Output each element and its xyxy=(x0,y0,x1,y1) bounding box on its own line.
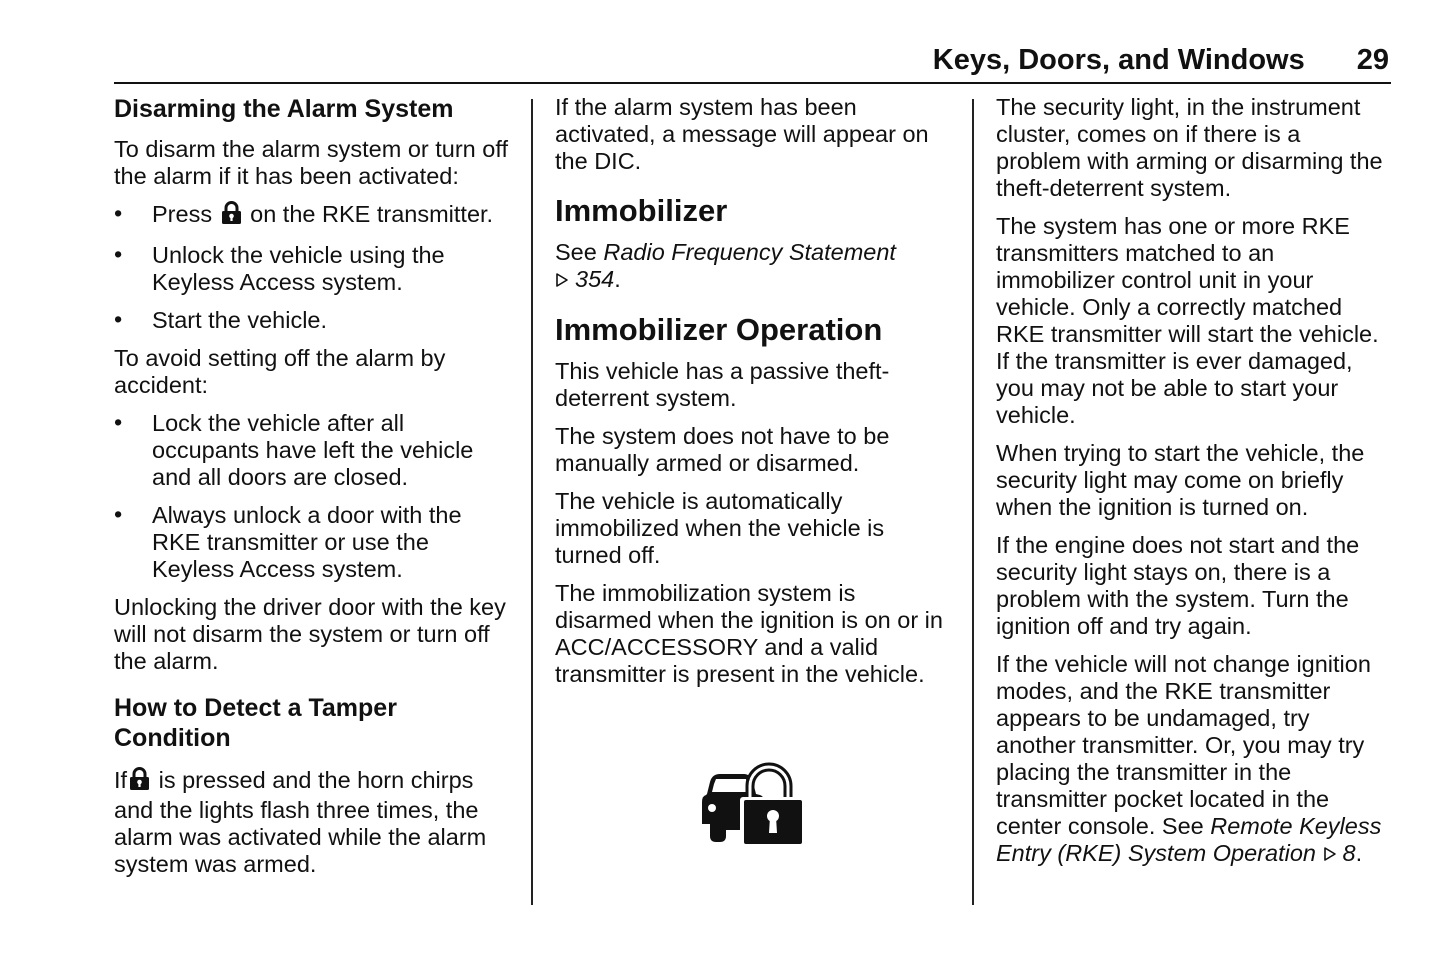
reference-link[interactable]: Remote Keyless Entry (RKE) System Operation xyxy=(996,813,1382,866)
disarm-intro: To disarm the alarm system or turn off the alarm if it has been activated: xyxy=(114,136,508,189)
column-divider-2 xyxy=(972,99,974,905)
ref-arrow-icon xyxy=(1323,841,1337,868)
reference-link[interactable]: Radio Frequency Statement xyxy=(603,239,896,265)
column-3 xyxy=(996,94,1391,879)
list-item: • Press on the RKE transmitter. xyxy=(114,201,514,231)
list-item: • Always unlock a door with the RKE transmitter or use the Keyless Access system. xyxy=(114,501,462,582)
list-item: • Start the vehicle. xyxy=(114,306,328,333)
security-paragraph: When trying to start the vehicle, the security light may come on briefly when the ignition is turned on. xyxy=(996,440,1365,520)
list-item: • Lock the vehicle after all occupants have left the vehicle and all doors are closed. xyxy=(114,409,474,490)
reference-page[interactable]: 354 xyxy=(575,266,615,292)
tamper-heading: How to Detect a Tamper Condition xyxy=(114,694,397,752)
security-paragraph: The security light, in the instrument cluster, comes on if there is a problem with arming or disarming the theft-deterrent system. xyxy=(996,94,1383,201)
page-header xyxy=(933,44,1389,84)
column-2 xyxy=(555,94,955,699)
dic-text: If the alarm system has been activated, a message will appear on the DIC. xyxy=(555,94,929,174)
avoid-intro: To avoid setting off the alarm by accident: xyxy=(114,345,446,398)
column-divider-1 xyxy=(531,99,533,905)
operation-paragraph: The system does not have to be manually armed or disarmed. xyxy=(555,423,890,476)
car-lock-icon xyxy=(700,762,808,853)
ref-arrow-icon xyxy=(555,267,569,294)
immobilizer-reference: See Radio Frequency Statement 354. xyxy=(555,239,896,292)
operation-paragraph: This vehicle has a passive theft-deterrent system. xyxy=(555,358,890,411)
unlock-note: Unlocking the driver door with the key will not disarm the system or turn off the alarm. xyxy=(114,594,506,674)
lock-icon xyxy=(221,201,242,231)
tamper-text: If is pressed and the horn chirps and the lights flash three times, the alarm was activated while the alarm system was armed. xyxy=(114,767,487,877)
operation-paragraph: The immobilization system is disarmed when the ignition is on or in ACC/ACCESSORY and a valid transmitter is present in the vehicle. xyxy=(555,580,943,687)
avoid-list xyxy=(114,410,514,583)
lock-icon xyxy=(129,767,150,797)
list-item: • Unlock the vehicle using the Keyless Access system. xyxy=(114,241,445,295)
security-paragraph: If the vehicle will not change ignition modes, and the RKE transmitter appears to be undamaged, try another transmitter. Or, you may try placing the transmitter in the transmitter pocket located in the center console. See Remote Keyless Entry (RKE) System Operation 8. xyxy=(996,651,1382,866)
page-number: 29 xyxy=(1356,44,1389,76)
security-paragraph: If the engine does not start and the security light stays on, there is a problem with the system. Turn the ignition off and try again. xyxy=(996,532,1360,639)
immobilizer-operation-heading: Immobilizer Operation xyxy=(555,312,883,347)
operation-paragraph: The vehicle is automatically immobilized when the vehicle is turned off. xyxy=(555,488,885,568)
column-1 xyxy=(114,94,514,889)
reference-page[interactable]: 8 xyxy=(1342,840,1356,866)
bullet: • xyxy=(114,200,123,226)
section-title: Keys, Doors, and Windows xyxy=(932,44,1305,76)
header-rule xyxy=(114,82,1391,84)
disarm-heading: Disarming the Alarm System xyxy=(114,95,454,123)
disarm-list xyxy=(114,201,514,334)
security-paragraph: The system has one or more RKE transmitters matched to an immobilizer control unit in your vehicle. Only a correctly matched RKE transmitter will start the vehicle. If the transmitter is ever damaged, you may not be able to start your vehicle. xyxy=(996,213,1379,428)
immobilizer-heading: Immobilizer xyxy=(555,193,728,228)
